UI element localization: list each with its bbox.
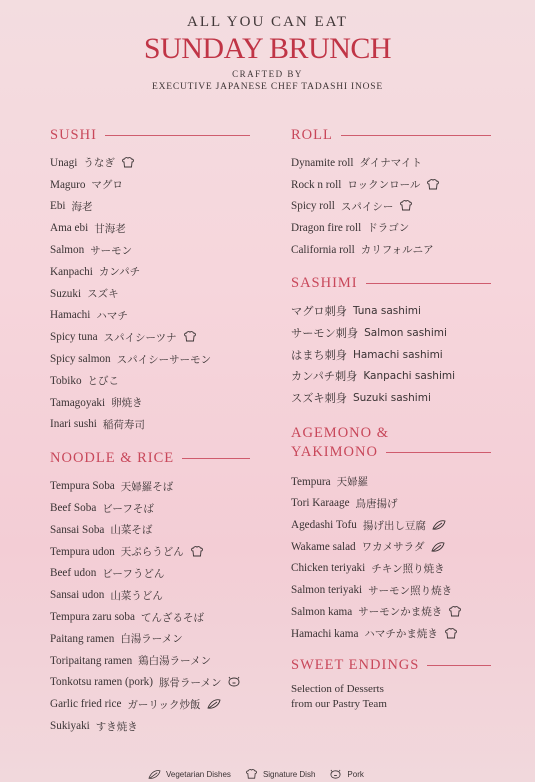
section-divider (341, 135, 491, 136)
sweet-section (291, 656, 491, 712)
menu-item-translation: カンパチ (98, 266, 141, 279)
menu-item-translation: Tuna sashimi (352, 305, 421, 318)
menu-item-name: Sukiyaki (50, 720, 90, 733)
menu-item (291, 174, 491, 196)
menu-item-translation: うなぎ (83, 157, 115, 170)
menu-item-translation: 山菜うどん (110, 589, 163, 602)
menu-item (291, 195, 491, 217)
menu-item-name: Salmon teriyaki (291, 584, 363, 597)
menu-item (50, 519, 250, 541)
section-divider (427, 665, 491, 666)
sashimi-list (291, 300, 491, 408)
sushi-list (50, 152, 250, 435)
menu-item-name: サーモン刺身 (291, 327, 359, 340)
menu-item (50, 628, 250, 650)
menu-item-name: Beef Soba (50, 502, 97, 515)
legend-signature-label: Signature Dish (262, 770, 316, 779)
menu-item-translation: 鳥唐揚げ (355, 497, 398, 510)
menu-item (291, 471, 491, 493)
menu-item (291, 558, 491, 580)
agemono-section (291, 423, 491, 645)
sashimi-section (291, 274, 491, 408)
menu-item (50, 370, 250, 392)
menu-item (291, 239, 491, 261)
menu-item-name: Dragon fire roll (291, 221, 362, 234)
menu-item (50, 326, 250, 348)
section-title-yakimono: YAKIMONO (291, 444, 378, 461)
menu-item-translation: チキン照り焼き (371, 562, 445, 575)
menu-item-translation: 稲荷寿司 (102, 418, 145, 431)
menu-item (50, 541, 250, 563)
menu-item-name: Wakame salad (291, 540, 356, 553)
menu-item (50, 305, 250, 327)
menu-item (50, 497, 250, 519)
menu-item-translation: ハマチ (96, 309, 128, 322)
menu-item-translation: ハマチかま焼き (364, 628, 438, 641)
menu-item (291, 217, 491, 239)
roll-section (291, 126, 491, 260)
menu-item-translation: ダイナマイト (359, 157, 423, 170)
menu-item (50, 563, 250, 585)
menu-item-translation: ドラゴン (367, 222, 410, 235)
left-column (50, 126, 250, 737)
menu-item (50, 414, 250, 436)
menu-item-name: Spicy salmon (50, 353, 111, 366)
menu-item (291, 322, 491, 344)
menu-item-name: Tempura udon (50, 545, 115, 558)
menu-item-translation: ロックンロール (347, 179, 421, 192)
menu-item-name: Inari sushi (50, 418, 97, 431)
menu-item-name: Tempura zaru soba (50, 611, 135, 624)
legend-pork (329, 769, 363, 780)
menu-item-name: Salmon kama (291, 605, 353, 618)
menu-item-name: Tobiko (50, 374, 82, 387)
menu-item-name: Toripaitang ramen (50, 654, 133, 667)
vegetarian-icon (432, 519, 446, 531)
menu-item-name: Sansai Soba (50, 523, 105, 536)
menu-item-name: Spicy tuna (50, 331, 98, 344)
menu-item-name: Ebi (50, 200, 66, 213)
menu-item-translation: 甘海老 (94, 222, 126, 235)
menu-item-translation: スパイシーサーモン (116, 353, 212, 366)
menu-item (50, 715, 250, 737)
section-title-roll: ROLL (291, 126, 333, 143)
menu-item-name: Hamachi kama (291, 627, 359, 640)
menu-item-translation: 天婦羅 (336, 476, 369, 489)
sweet-line-2: from our Pastry Team (291, 698, 387, 711)
signature-dish-icon (448, 606, 462, 618)
menu-item-translation: ガーリック炒飯 (127, 698, 201, 711)
sweet-description (291, 682, 491, 712)
menu-item-name: Tamagoyaki (50, 396, 106, 409)
menu-item (291, 344, 491, 366)
menu-item-translation: スパイシー (340, 200, 394, 213)
noodle-list (50, 475, 250, 737)
menu-item (50, 650, 250, 672)
menu-item-translation: 豚骨ラーメン (159, 676, 222, 689)
menu-item-name: スズキ刺身 (291, 393, 347, 406)
agemono-list (291, 471, 491, 645)
menu-item (291, 514, 491, 536)
menu-item-translation: 揚げ出し豆腐 (362, 519, 426, 532)
icon-legend (148, 769, 378, 780)
signature-dish-icon (399, 200, 413, 212)
menu-item (50, 672, 250, 694)
menu-item-name: カンパチ刺身 (291, 371, 358, 384)
menu-item (291, 601, 491, 623)
section-title-sweet: SWEET ENDINGS (291, 656, 420, 673)
menu-item-name: Tempura (291, 475, 331, 488)
sushi-section (50, 126, 250, 435)
pork-icon (227, 676, 241, 688)
signature-dish-icon (444, 628, 458, 640)
menu-item (50, 196, 250, 218)
signature-dish-icon (121, 157, 135, 169)
menu-item-name: Tonkotsu ramen (pork) (50, 676, 153, 689)
menu-item-name: Maguro (50, 178, 86, 191)
vegetarian-icon (431, 541, 445, 553)
menu-item (291, 536, 491, 558)
menu-item-translation: マグロ (91, 179, 123, 192)
menu-item-name: Paitang ramen (50, 632, 115, 645)
menu-item-name: Kanpachi (50, 265, 93, 278)
signature-dish-icon (190, 546, 204, 558)
legend-vegetarian (148, 769, 231, 780)
menu-item (50, 239, 250, 261)
section-divider (105, 135, 250, 136)
legend-vegetarian-label: Vegetarian Dishes (166, 770, 231, 779)
menu-item (291, 366, 491, 388)
menu-item (291, 387, 491, 409)
menu-item (291, 493, 491, 515)
signature-dish-icon (183, 331, 197, 343)
menu-item-translation: 天ぷらうどん (120, 546, 184, 559)
menu-item-name: Garlic fried rice (50, 698, 122, 711)
right-column (291, 126, 491, 712)
menu-header (0, 14, 535, 92)
menu-item-name: Sansai udon (50, 589, 105, 602)
section-title-sashimi: SASHIMI (291, 274, 358, 291)
menu-item-name: Tempura Soba (50, 480, 115, 493)
menu-item-name: Dynamite roll (291, 156, 354, 169)
menu-item-translation: ビーフうどん (102, 567, 165, 580)
menu-item-translation: サーモンかま焼き (358, 606, 443, 619)
menu-item-name: マグロ刺身 (291, 306, 347, 319)
menu-item-translation: サーモン (90, 244, 133, 257)
noodle-section (50, 449, 250, 737)
menu-item-translation: カリフォルニア (360, 244, 434, 257)
menu-item-translation: てんざるそば (140, 611, 204, 624)
menu-item-translation: Kanpachi sashimi (363, 370, 456, 383)
menu-item-translation: 鶏白湯ラーメン (138, 655, 212, 668)
menu-item-name: Beef udon (50, 567, 97, 580)
legend-pork-label: Pork (347, 770, 364, 779)
menu-item-translation: サーモン照り焼き (368, 584, 453, 597)
section-title-noodle: NOODLE & RICE (50, 449, 175, 466)
menu-item-translation: スズキ (87, 288, 119, 301)
section-title-agemono: AGEMONO & (291, 424, 390, 441)
menu-item (50, 693, 250, 715)
menu-item (291, 300, 491, 322)
menu-item (50, 584, 250, 606)
menu-item-translation: スパイシーツナ (103, 331, 177, 344)
menu-item-name: Suzuki (50, 287, 82, 300)
menu-item-translation: ワカメサラダ (361, 541, 425, 554)
menu-item-name: Hamachi (50, 309, 91, 322)
menu-item (50, 392, 250, 414)
menu-item-name: California roll (291, 243, 355, 256)
menu-item-translation: とびこ (87, 375, 120, 388)
legend-signature (245, 769, 315, 780)
menu-item-name: Agedashi Tofu (291, 519, 357, 532)
section-divider (366, 283, 491, 284)
menu-item-translation: すき焼き (95, 720, 138, 733)
roll-list (291, 152, 491, 260)
menu-item (50, 348, 250, 370)
menu-item-translation: Hamachi sashimi (352, 348, 443, 361)
menu-item (291, 152, 491, 174)
menu-item-name: Spicy roll (291, 200, 335, 213)
menu-item-translation: Salmon sashimi (364, 326, 447, 339)
pork-icon (329, 769, 342, 780)
menu-item (50, 174, 250, 196)
section-title-sushi: SUSHI (50, 126, 97, 143)
signature-dish-icon (426, 179, 440, 191)
menu-item-name: Chicken teriyaki (291, 562, 366, 575)
menu-item-translation: Suzuki sashimi (352, 392, 431, 405)
menu-item (291, 579, 491, 601)
menu-item (50, 606, 250, 628)
menu-item (50, 152, 250, 174)
menu-item (50, 283, 250, 305)
menu-item-name: Rock n roll (291, 178, 342, 191)
menu-item-translation: 山菜そば (110, 524, 153, 537)
menu-item-name: Unagi (50, 156, 78, 169)
vegetarian-icon (207, 698, 221, 710)
page-title: SUNDAY BRUNCH (143, 32, 392, 65)
menu-item (50, 475, 250, 497)
section-divider (182, 458, 250, 459)
menu-item-translation: 卵焼き (111, 397, 143, 410)
menu-item-name: Tori Karaage (291, 497, 350, 510)
menu-item-translation: 海老 (71, 200, 93, 213)
signature-dish-icon (245, 769, 258, 780)
pre-title: ALL YOU CAN EAT (187, 14, 348, 30)
menu-item-translation: ビーフそば (102, 502, 154, 515)
vegetarian-icon (148, 769, 161, 780)
menu-item-translation: 天婦羅そば (120, 480, 174, 493)
menu-item-name: Ama ebi (50, 222, 89, 235)
chef-name: EXECUTIVE JAPANESE CHEF TADASHI INOSE (152, 82, 383, 92)
sweet-line-1: Selection of Desserts (291, 683, 384, 696)
menu-item (291, 623, 491, 645)
menu-item-name: はまち刺身 (291, 349, 347, 362)
menu-item-translation: 白湯ラーメン (120, 633, 183, 646)
menu-item (50, 217, 250, 239)
menu-item-name: Salmon (50, 244, 85, 257)
section-divider (386, 452, 491, 453)
crafted-by-label: CRAFTED BY (232, 69, 303, 79)
menu-item (50, 261, 250, 283)
